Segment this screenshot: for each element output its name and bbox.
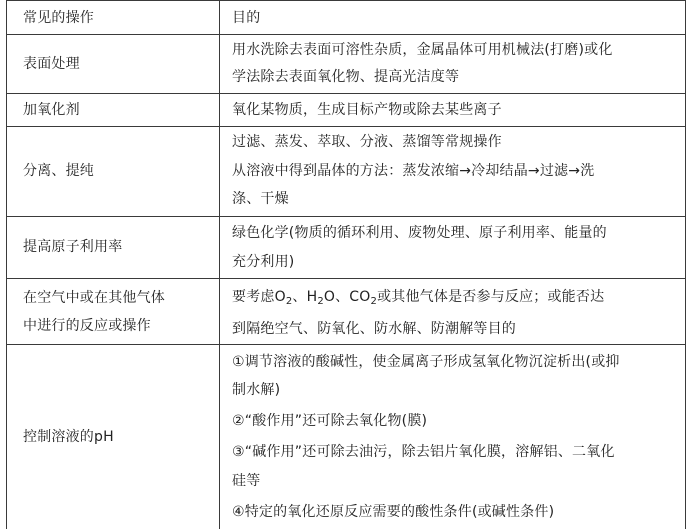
purpose-line: 用水洗除去表面可溶性杂质，金属晶体可用机械法(打磨)或化 [232,42,613,58]
header-purpose-label: 目的 [232,10,261,26]
purpose-line [232,287,604,307]
purpose-line: 氧化某物质，生成目标产物或除去某些离子 [232,102,502,118]
purpose-line: 到隔绝空气、防氧化、防水解、防潮解等目的 [232,321,516,337]
operation-cell [7,217,220,278]
purpose-cell [220,279,685,344]
purpose-line: 绿色化学(物质的循环利用、废物处理、原子利用率、能量的 [232,225,607,241]
header-cell-purpose [220,1,685,34]
purpose-cell [220,127,685,216]
operation-label: 中进行的反应或操作 [23,318,151,334]
purpose-line: 过滤、蒸发、萃取、分液、蒸馏等常规操作 [232,134,502,150]
operation-label: 在空气中或在其他气体 [23,290,165,306]
purpose-line: ④特定的氧化还原反应需要的酸性条件(或碱性条件) [232,504,555,520]
table-row [7,344,685,529]
purpose-line: 硅等 [232,473,261,489]
purpose-line: 从溶液中得到晶体的方法：蒸发浓缩→冷却结晶→过滤→洗 [232,163,595,179]
operation-cell [7,35,220,93]
header-operation-label: 常见的操作 [23,10,94,26]
table-row [7,216,685,278]
purpose-cell [220,217,685,278]
operation-cell [7,94,220,126]
operation-label: 控制溶液的pH [23,429,114,445]
table-row [7,93,685,126]
purpose-text: O、CO [323,289,371,305]
purpose-line: 涤、干燥 [232,191,289,207]
purpose-line: 学法除去表面氧化物、提高光洁度等 [232,69,460,85]
operation-label: 提高原子利用率 [23,239,123,255]
subscript-2: 2 [285,296,293,307]
subscript-2: 2 [370,296,378,307]
purpose-cell [220,35,685,93]
table-row [7,34,685,93]
operation-cell [7,279,220,344]
operation-label: 表面处理 [23,56,80,72]
operations-table [6,0,686,529]
operation-cell [7,345,220,529]
purpose-text: 、H [292,289,318,305]
operation-label: 分离、提纯 [23,163,94,179]
operation-cell [7,127,220,216]
operation-label: 加氧化剂 [23,102,80,118]
purpose-line: 制水解) [232,382,281,398]
purpose-line: ③“碱作用”还可除去油污，除去铝片氧化膜，溶解铝、二氧化 [232,444,615,460]
purpose-cell [220,94,685,126]
purpose-line: ②“酸作用”还可除去氧化物(膜) [232,413,428,429]
subscript-2: 2 [317,296,324,307]
purpose-cell [220,345,685,529]
purpose-line: 充分利用) [232,254,295,270]
purpose-text: 要考虑O [232,289,286,305]
purpose-line: ①调节溶液的酸碱性，使金属离子形成氢氧化物沉淀析出(或抑 [232,354,620,370]
table-header-row [7,0,685,34]
table-row [7,126,685,216]
table-row [7,278,685,344]
header-cell-operation [7,1,220,34]
purpose-text: 或其他气体是否参与反应；或能否达 [377,289,605,305]
